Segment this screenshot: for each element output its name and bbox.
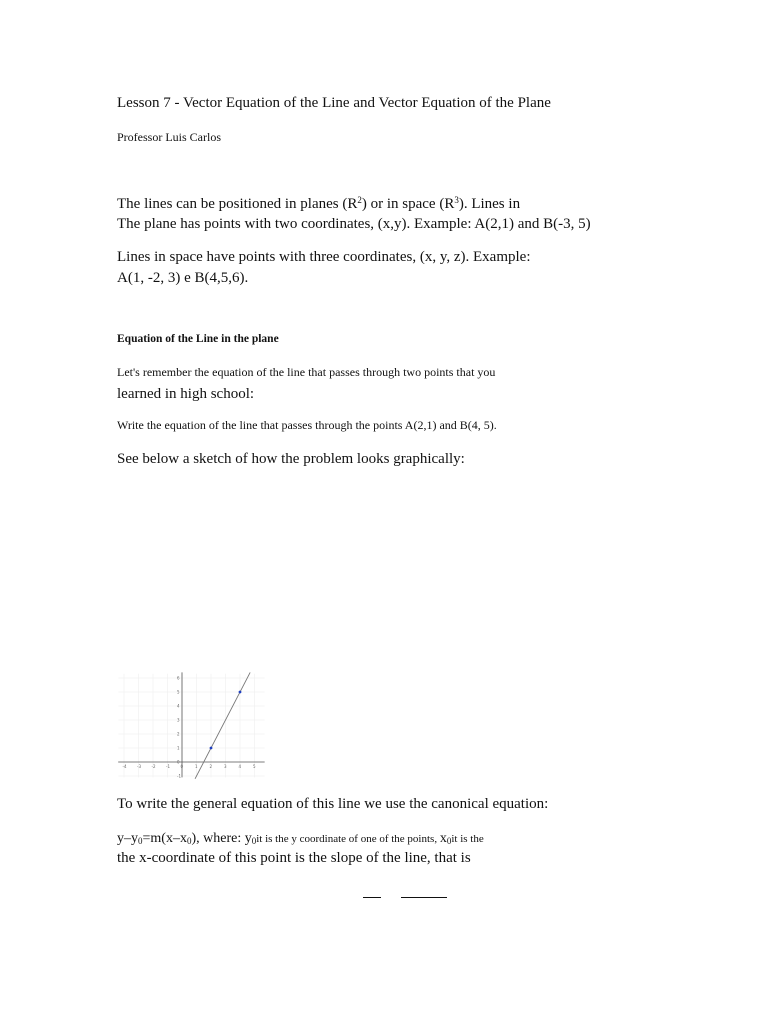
- fraction-bar-long: [401, 897, 447, 898]
- y-tick-label: 4: [177, 703, 180, 709]
- x-tick-label: -1: [166, 764, 170, 769]
- section-heading: Equation of the Line in the plane: [117, 333, 279, 345]
- x-tick-label: -3: [137, 764, 141, 769]
- x-tick-label: 2: [209, 764, 213, 769]
- x-coordinate-text: the x-coordinate of this point is the slope of the line, that is: [117, 850, 471, 866]
- lesson-title: Lesson 7 - Vector Equation of the Line and Vector Equation of the Plane: [117, 95, 551, 111]
- fraction-bar-short: [363, 897, 381, 898]
- point-b: [239, 691, 242, 694]
- line-graph: [116, 670, 272, 782]
- intro-line-1: The lines can be positioned in planes $(R^2)$ or in space $(R^3)$. Lines in: [117, 195, 521, 212]
- y-tick-label: 1: [177, 745, 180, 751]
- x-tick-label: 4: [238, 764, 242, 769]
- intro-line-3: Lines in space have points with three coordinates, (x, y, z). Example:: [117, 249, 531, 265]
- sketch-caption: See below a sketch of how the problem looks graphically:: [117, 451, 465, 467]
- x-tick-label: 0: [180, 764, 184, 769]
- intro-line-2: The plane has points with two coordinates, (x,y). Example: A(2,1) and B(-3, 5): [117, 216, 591, 232]
- y-tick-label: 0: [177, 759, 180, 765]
- x-tick-label: -2: [151, 764, 156, 769]
- line-through-points: [195, 672, 250, 778]
- y-tick-label: 6: [177, 675, 180, 681]
- exercise-text: Write the equation of the line that passes through the points A(2,1) and B(4, 5).: [117, 418, 497, 432]
- point-a: [210, 747, 213, 750]
- y-tick-label: 3: [177, 717, 180, 723]
- intro-line-4: A(1, -2, 3) e B(4,5,6).: [117, 270, 249, 286]
- y-tick-label: 2: [177, 731, 180, 737]
- remember-line-1: Let's remember the equation of the line that passes through two points that you: [117, 365, 496, 379]
- remember-line-2: learned in high school:: [117, 386, 255, 402]
- x-tick-label: 3: [224, 764, 227, 769]
- x-tick-label: 5: [253, 764, 256, 769]
- x-tick-label: -4: [122, 764, 127, 769]
- x-tick-labels: [123, 764, 257, 769]
- general-equation-text: To write the general equation of this line we use the canonical equation:: [117, 796, 549, 812]
- y-tick-label: -1: [177, 773, 181, 779]
- author-name: Professor Luis Carlos: [117, 130, 221, 144]
- canonical-equation: $y-y_0=m(x-x_0)$, where: $y_0it$ is the y coordinate of one of the points, $x_0it$ is the: [117, 831, 484, 846]
- x-tick-label: 1: [195, 764, 198, 769]
- y-tick-label: 5: [177, 689, 180, 695]
